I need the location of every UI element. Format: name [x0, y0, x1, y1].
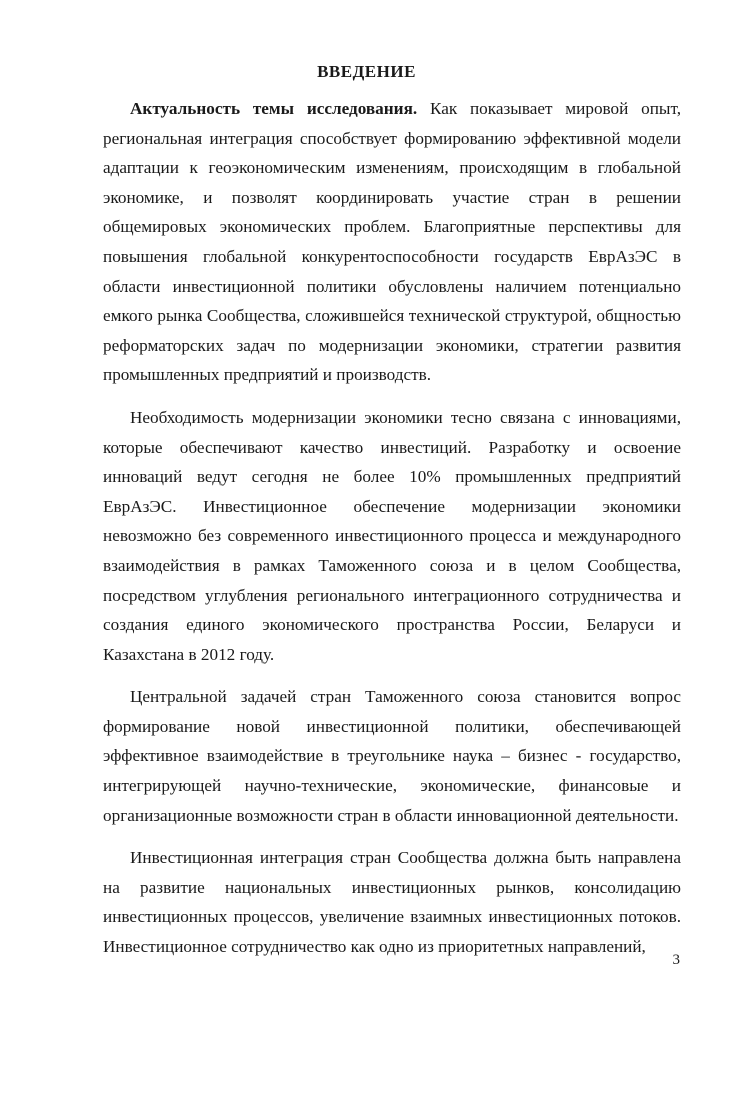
body-text — [103, 94, 681, 975]
paragraph-central-task: Центральной задачей стран Таможенного союза становится вопрос формирование новой инвестиционной политики, обеспечивающей эффективное взаимодействие в треугольнике наука – бизнес - государство, интегрирующей научно-технические, экономические, финансовые и организационные возможности стран в области инновационной деятельности. — [103, 687, 681, 825]
paragraph-lead-bold: Актуальность темы исследования. — [130, 99, 418, 118]
section-heading: ВВЕДЕНИЕ — [317, 62, 416, 81]
paragraph-text: Как показывает мировой опыт, региональная интеграция способствует формированию эффективной модели адаптации к геоэкономическим изменениям, происходящим в глобальной экономике, и позволят координировать участие стран в решении общемировых экономических проблем. Благоприятные перспективы для повышения глобальной конкурентоспособности государств ЕврАзЭС в области инвестиционной политики обусловлены наличием потенциально емкого рынка Сообщества, сложившейся технической структурой, общностью реформаторских задач по модернизации экономики, стратегии развития промышленных предприятий и производств. — [103, 99, 681, 385]
page-number: 3 — [672, 952, 680, 968]
paragraph-modernization: Необходимость модернизации экономики тесно связана с инновациями, которые обеспечивают качество инвестиций. Разработку и освоение инноваций ведут сегодня не более 10% промышленных предприятий ЕврАзЭС. Инвестиционное обеспечение модернизации экономики невозможно без современного инвестиционного процесса и международного взаимодействия в рамках Таможенного союза и в целом Сообщества, посредством углубления регионального интеграционного сотрудничества и создания единого экономического пространства России, Беларуси и Казахстана в 2012 году. — [103, 407, 681, 664]
paragraph-integration: Инвестиционная интеграция стран Сообщества должна быть направлена на развитие национальных инвестиционных рынков, консолидацию инвестиционных процессов, увеличение взаимных инвестиционных потоков. Инвестиционное сотрудничество как одно из приоритетных направлений, — [103, 848, 681, 957]
paragraph-relevance — [103, 94, 681, 390]
